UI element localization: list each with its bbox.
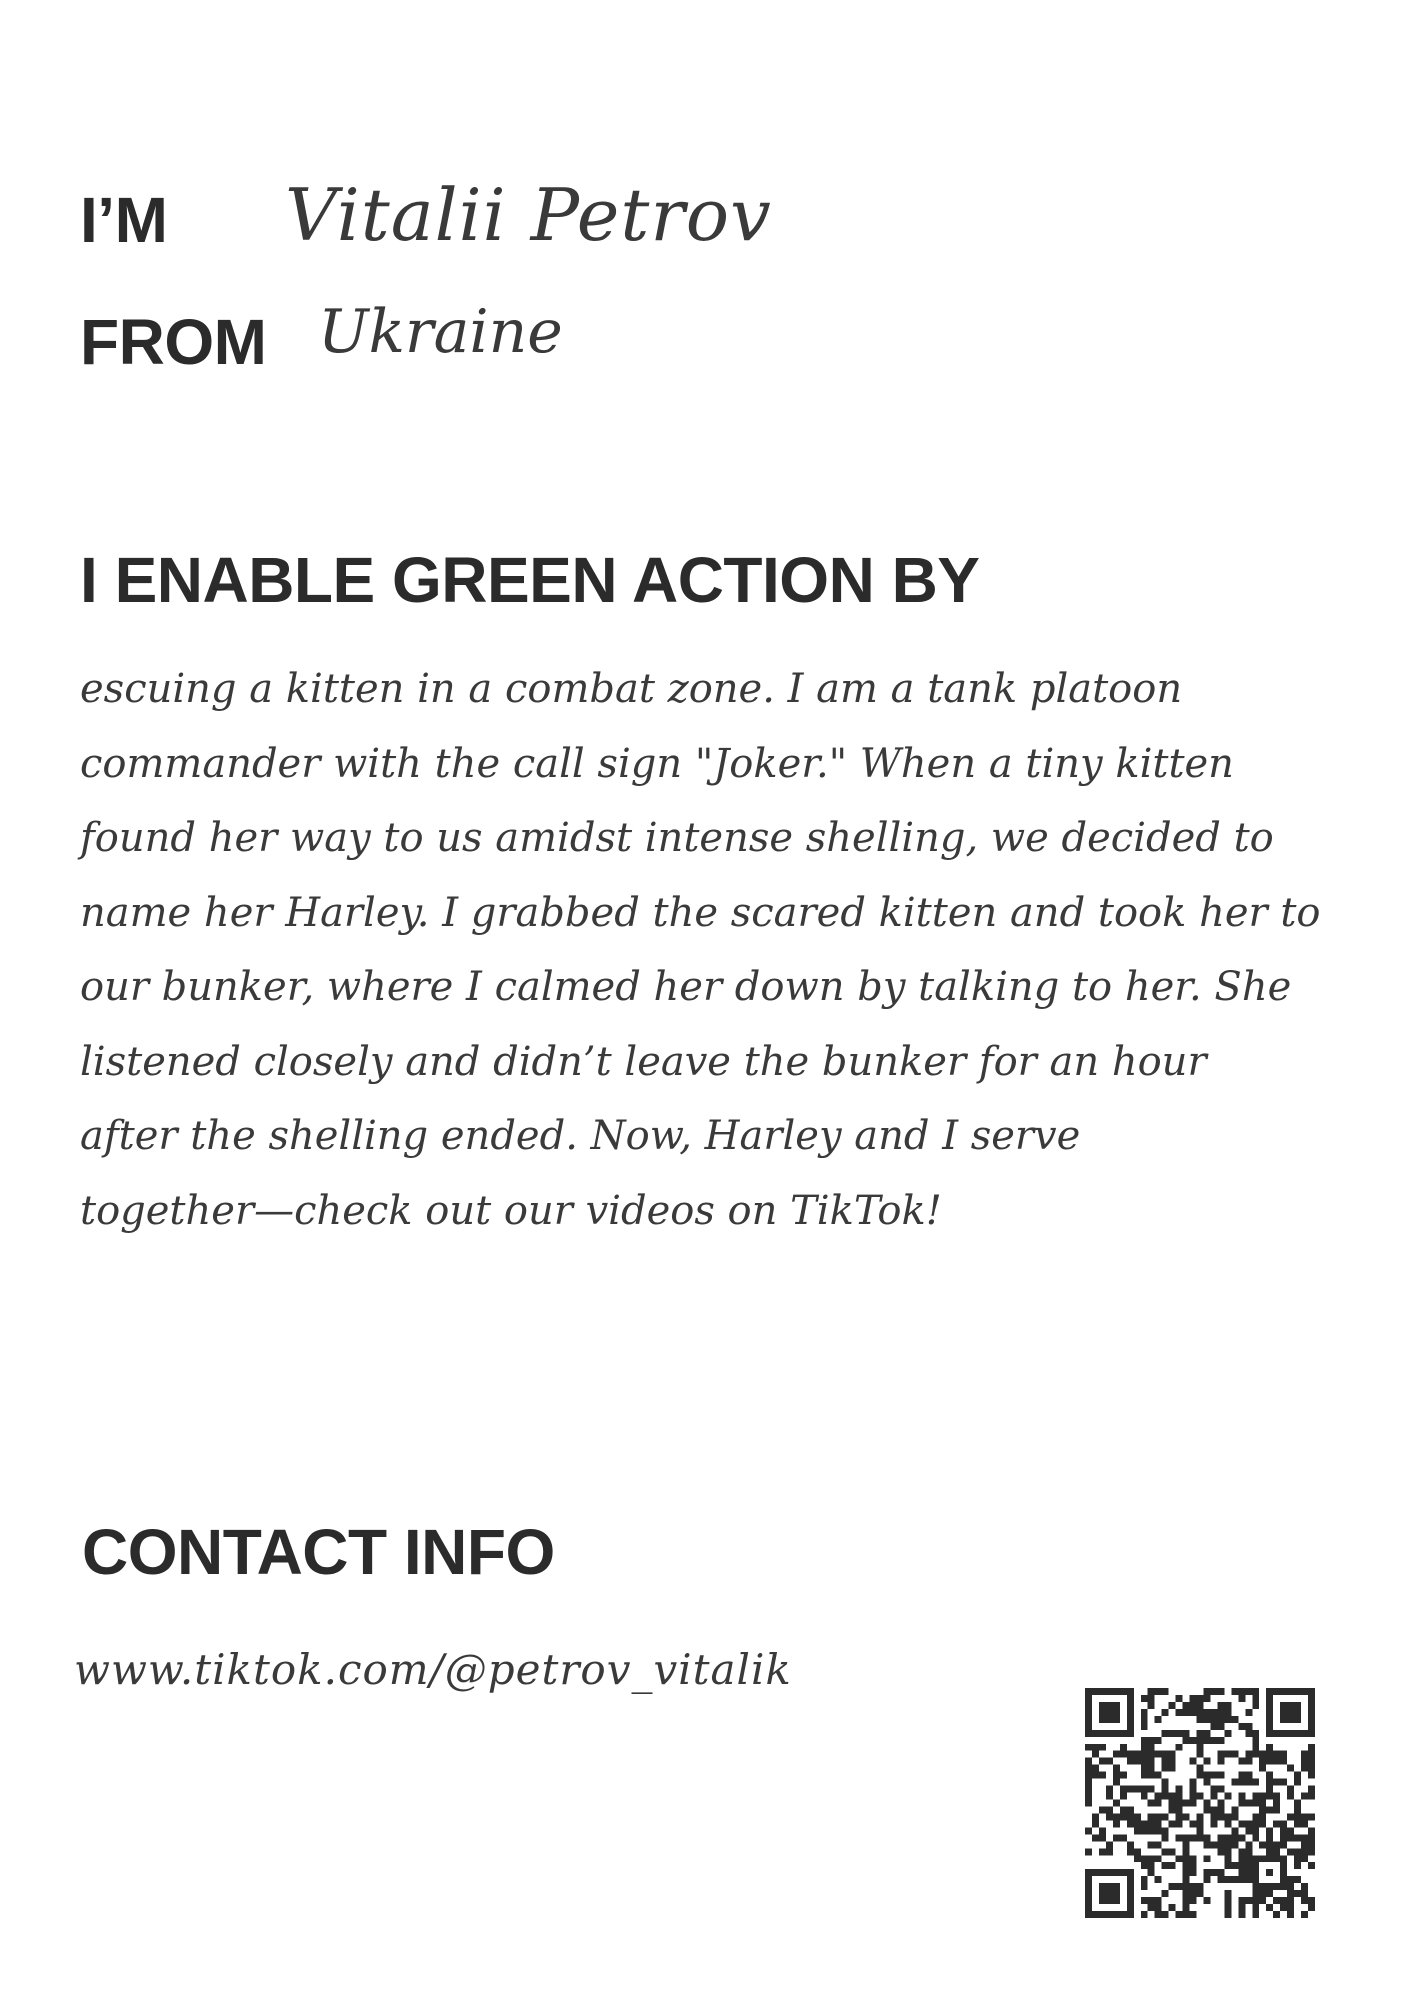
country-value: Ukraine: [318, 297, 563, 367]
green-action-heading: I ENABLE GREEN ACTION BY: [80, 544, 980, 616]
contact-heading: CONTACT INFO: [82, 1516, 555, 1588]
name-value: Vitalii Petrov: [285, 173, 772, 257]
story-line: escuing a kitten in a combat zone. I am a tank platoon: [80, 666, 1183, 712]
im-label: I’M: [80, 184, 168, 256]
qr-code-icon: [1085, 1688, 1315, 1918]
story-paragraph: [80, 652, 1330, 1248]
story-line: together—check out our videos on TikTok!: [80, 1187, 942, 1234]
story-line: listened closely and didn’t leave the bunker for an hour: [80, 1038, 1207, 1085]
story-line: our bunker, where I calmed her down by talking to her. She: [80, 964, 1292, 1010]
story-line: found her way to us amidst intense shelling, we decided to: [80, 815, 1274, 861]
contact-url: www.tiktok.com/@petrov_vitalik: [74, 1645, 792, 1694]
story-line: after the shelling ended. Now, Harley and I serve: [80, 1113, 1081, 1159]
story-line: commander with the call sign "Joker." When a tiny kitten: [80, 740, 1234, 787]
from-label: FROM: [80, 306, 267, 378]
story-line: name her Harley. I grabbed the scared kitten and took her to: [80, 889, 1321, 936]
